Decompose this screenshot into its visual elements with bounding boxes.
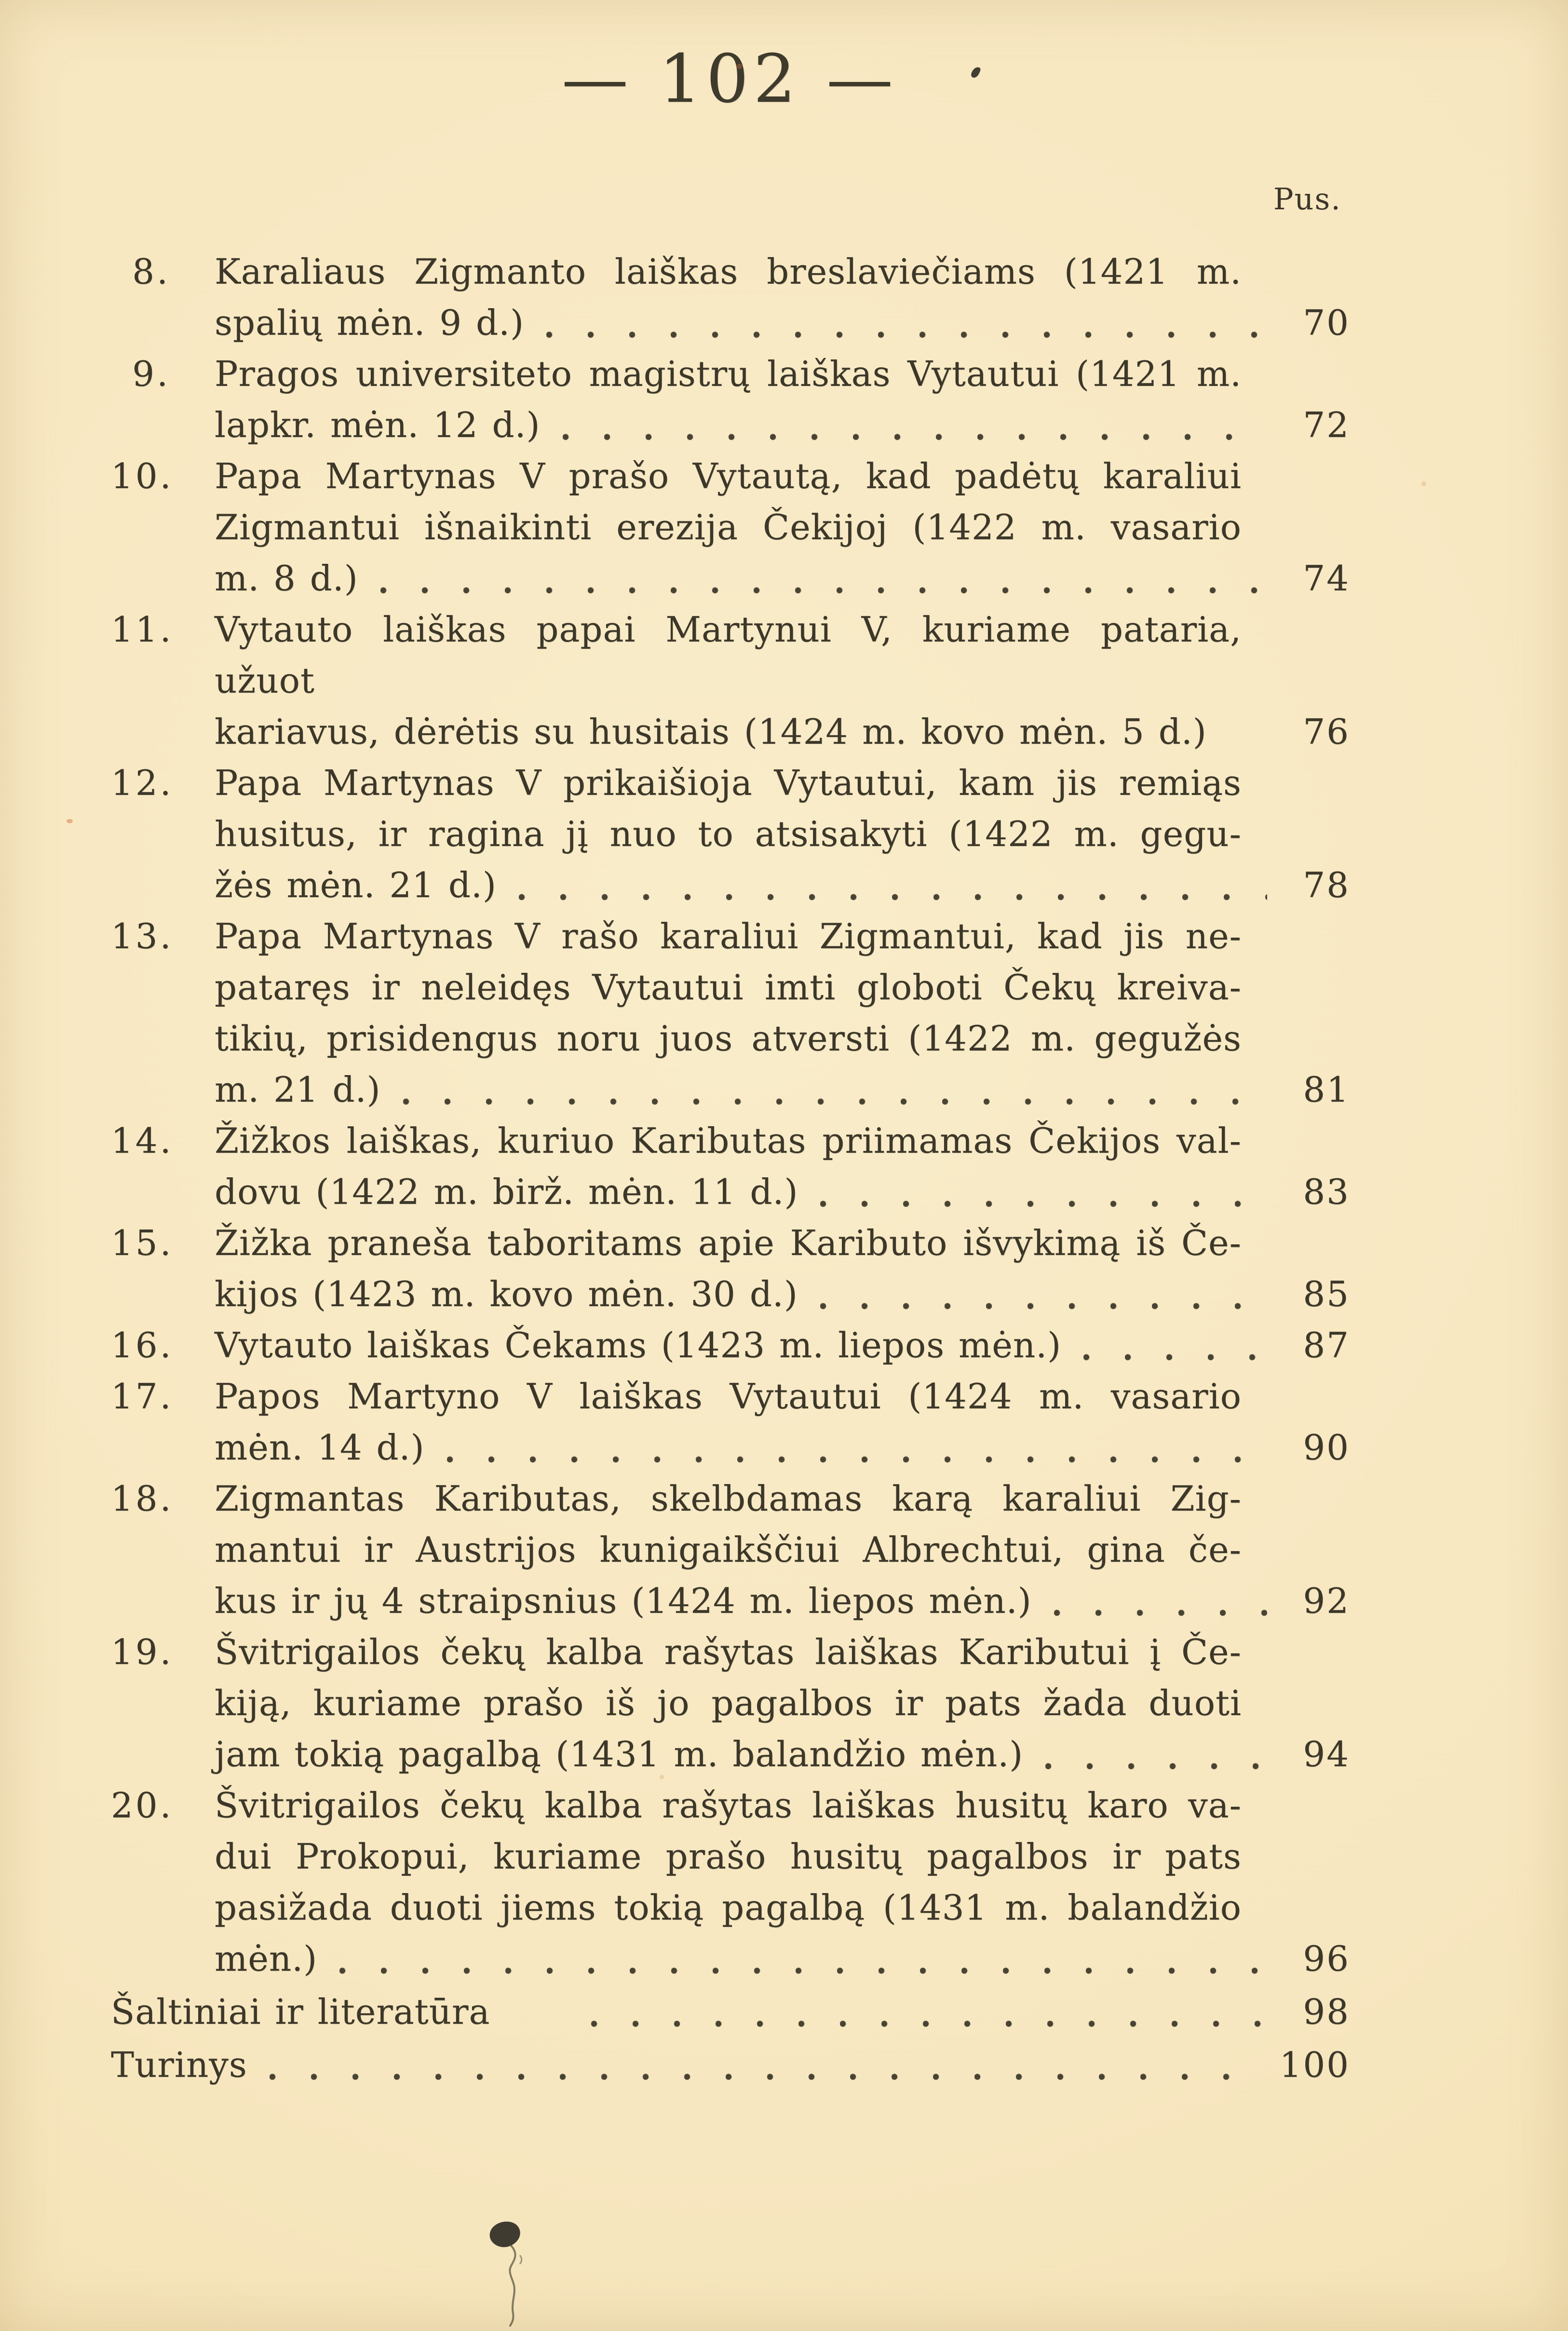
entry-body [215,1473,1350,1626]
entry-last-line [215,1268,1350,1320]
entry-page-number: 94 [1303,1734,1350,1774]
entry-text-line: Papa Martynas V prašo Vytautą, kad padėtų karaliui [215,456,1242,496]
entry-text-line: Zigmantui išnaikinti erezija Čekijoj (1422 m. vasario [215,507,1242,547]
toc-entry [111,348,1350,450]
entry-page-number: 85 [1303,1274,1350,1314]
entry-text-line: tikių, prisidengus noru juos atversti (1422 m. gegužės [215,1018,1242,1059]
entry-last-line [111,2039,1350,2090]
entry-page-number: 92 [1303,1581,1350,1621]
entry-text-line: husitus, ir ragina jį nuo to atsisakyti (1422 m. gegu- [215,814,1242,854]
paper-freckle [660,1775,664,1779]
entry-text-line: Žižka praneša taboritams apie Kaributo išvykimą iš Če- [215,1223,1242,1263]
entry-page-number: 72 [1303,405,1350,445]
entry-body [215,1371,1350,1473]
entry-number: 18. [111,1478,174,1519]
entry-last-line [215,1064,1350,1115]
entry-body [215,1780,1350,1984]
dot-leader [1054,1609,1267,1617]
entry-text-line: Papos Martyno V laiškas Vytautui (1424 m. vasario [215,1376,1242,1417]
toc-entry [111,1986,1350,2037]
entry-text-line: pataręs ir neleidęs Vytautui imti globoti Čekų kreiva- [215,967,1242,1008]
entry-number: 14. [111,1120,174,1161]
toc-entry [111,1217,1350,1320]
entry-text-line: spalių mėn. 9 d.) [215,302,525,343]
toc-entry [111,1320,1350,1371]
entry-body [111,2039,1350,2090]
entry-last-line [215,399,1350,450]
entry-body [111,1986,1350,2037]
entry-text-line: kijos (1423 m. kovo mėn. 30 d.) [215,1274,798,1314]
entry-text-line: Pragos universiteto magistrų laiškas Vytautui (1421 m. [215,354,1242,394]
toc-entry [111,1626,1350,1780]
entry-text-line: žės mėn. 21 d.) [215,865,497,905]
entry-page-number: 76 [1303,711,1350,752]
entry-number: 13. [111,916,174,956]
entry-text-line: m. 21 d.) [215,1069,381,1110]
entry-last-line [215,1320,1350,1371]
entry-number: 20. [111,1785,174,1826]
entry-body [215,450,1350,604]
toc-entry [111,1371,1350,1473]
paper-freckle [737,64,742,69]
entry-number: 17. [111,1376,174,1417]
entry-number: 15. [111,1223,174,1263]
entry-text-line: Šaltiniai ir literatūra [111,1991,490,2032]
entry-last-line [215,706,1350,757]
entry-number: 16. [111,1325,174,1365]
entry-text-line: Vytauto laiškas Čekams (1423 m. liepos mėn.) [215,1325,1062,1365]
entry-page-number: 78 [1303,865,1350,905]
entry-body [215,1115,1350,1217]
entry-text-line: Karaliaus Zigmanto laiškas breslaviečiams (1421 m. [215,251,1242,292]
entry-number: 19. [111,1632,174,1672]
entry-last-line [215,1166,1350,1217]
toc-entry [111,2039,1350,2090]
entry-page-number: 81 [1303,1069,1350,1110]
entry-body [215,604,1350,757]
dot-leader [546,331,1267,339]
entry-page-number: 83 [1303,1172,1350,1212]
entry-page-number: 74 [1303,558,1350,599]
toc-entry [111,757,1350,911]
entry-number: 8. [132,251,170,292]
entry-last-line [215,859,1350,911]
dot-leader [820,1302,1267,1310]
dot-leader [403,1098,1267,1105]
dot-leader [1045,1762,1267,1770]
entry-text-line: Papa Martynas V rašo karaliui Zigmantui, kad jis ne- [215,916,1242,956]
entry-text-line: m. 8 d.) [215,558,358,599]
paper-freckle [67,819,73,823]
toc-entry [111,246,1350,348]
entry-last-line [215,553,1350,604]
entry-text-line: kariavus, dėrėtis su husitais (1424 m. kovo mėn. 5 d.) [215,711,1207,752]
page-number-header: — 102 — [561,40,898,118]
entry-last-line [111,1986,1350,2037]
toc-entry [111,1473,1350,1626]
entry-body [215,348,1350,450]
column-label-row [0,181,1341,217]
entry-body [215,911,1350,1115]
dot-leader [563,433,1267,441]
dot-leader [380,586,1267,594]
ink-smudge-artifact [481,2218,544,2329]
entry-last-line [215,1575,1350,1626]
entry-body [215,1217,1350,1320]
dot-leader [820,1200,1267,1208]
entry-body [215,1626,1350,1780]
toc-entry [111,1780,1350,1984]
entry-last-line [215,1933,1350,1984]
entry-text-line: Žižkos laiškas, kuriuo Kaributas priimamas Čekijos val- [215,1120,1242,1161]
toc-entry [111,1115,1350,1217]
entry-text-line: lapkr. mėn. 12 d.) [215,405,541,445]
entry-number: 12. [111,763,174,803]
dot-leader [591,2020,1267,2028]
entry-page-number: 87 [1303,1325,1350,1365]
toc-entry [111,911,1350,1115]
dot-leader [519,893,1267,901]
entry-page-number: 96 [1303,1938,1350,1979]
entry-body [215,1320,1350,1371]
entry-last-line [215,1422,1350,1473]
entry-text-line: Švitrigailos čekų kalba rašytas laiškas Kaributui į Če- [215,1632,1242,1672]
entry-text-line: mėn. 14 d.) [215,1427,425,1468]
entry-number: 11. [111,609,174,650]
page-column-label: Pus. [1273,181,1341,217]
paper-freckle [1421,481,1426,486]
entry-page-number: 70 [1303,302,1350,343]
entry-number: 10. [111,456,174,496]
entry-page-number: 90 [1303,1427,1350,1468]
table-of-contents [111,246,1350,2090]
entry-text-line: kiją, kuriame prašo iš jo pagalbos ir pats žada duoti [215,1683,1242,1723]
dot-leader [270,2073,1260,2081]
entry-text-line: Zigmantas Kaributas, skelbdamas karą karaliui Zig- [215,1478,1242,1519]
entry-number: 9. [132,354,170,394]
entry-text-line: jam tokią pagalbą (1431 m. balandžio mėn.) [215,1734,1024,1774]
toc-entry [111,450,1350,604]
entry-text-line: mantui ir Austrijos kunigaikščiui Albrechtui, gina če- [215,1529,1242,1570]
entry-text-line: Švitrigailos čekų kalba rašytas laiškas husitų karo va- [215,1785,1242,1826]
entry-text-line: Turinys [111,2045,247,2085]
toc-entry [111,604,1350,757]
entry-text-line: dui Prokopui, kuriame prašo husitų pagalbos ir pats [215,1836,1242,1877]
entry-text-line: dovu (1422 m. birž. mėn. 11 d.) [215,1172,798,1212]
entry-last-line [215,1729,1350,1780]
dot-leader [339,1967,1267,1975]
dot-leader [447,1456,1267,1463]
entry-text-line: mėn.) [215,1938,318,1979]
entry-text-line: kus ir jų 4 straipsnius (1424 m. liepos mėn.) [215,1581,1032,1621]
entry-text-line: Papa Martynas V prikaišioja Vytautui, kam jis remiąs [215,763,1242,803]
entry-text-line: Vytauto laiškas papai Martynui V, kuriame pataria, užuot [215,609,1242,701]
dot-leader [1083,1353,1267,1361]
entry-last-line [215,297,1350,348]
entry-page-number: 100 [1279,2045,1350,2085]
entry-page-number: 98 [1303,1991,1350,2032]
entry-body [215,246,1350,348]
entry-text-line: pasižada duoti jiems tokią pagalbą (1431 m. balandžio [215,1887,1242,1928]
entry-body [215,757,1350,911]
